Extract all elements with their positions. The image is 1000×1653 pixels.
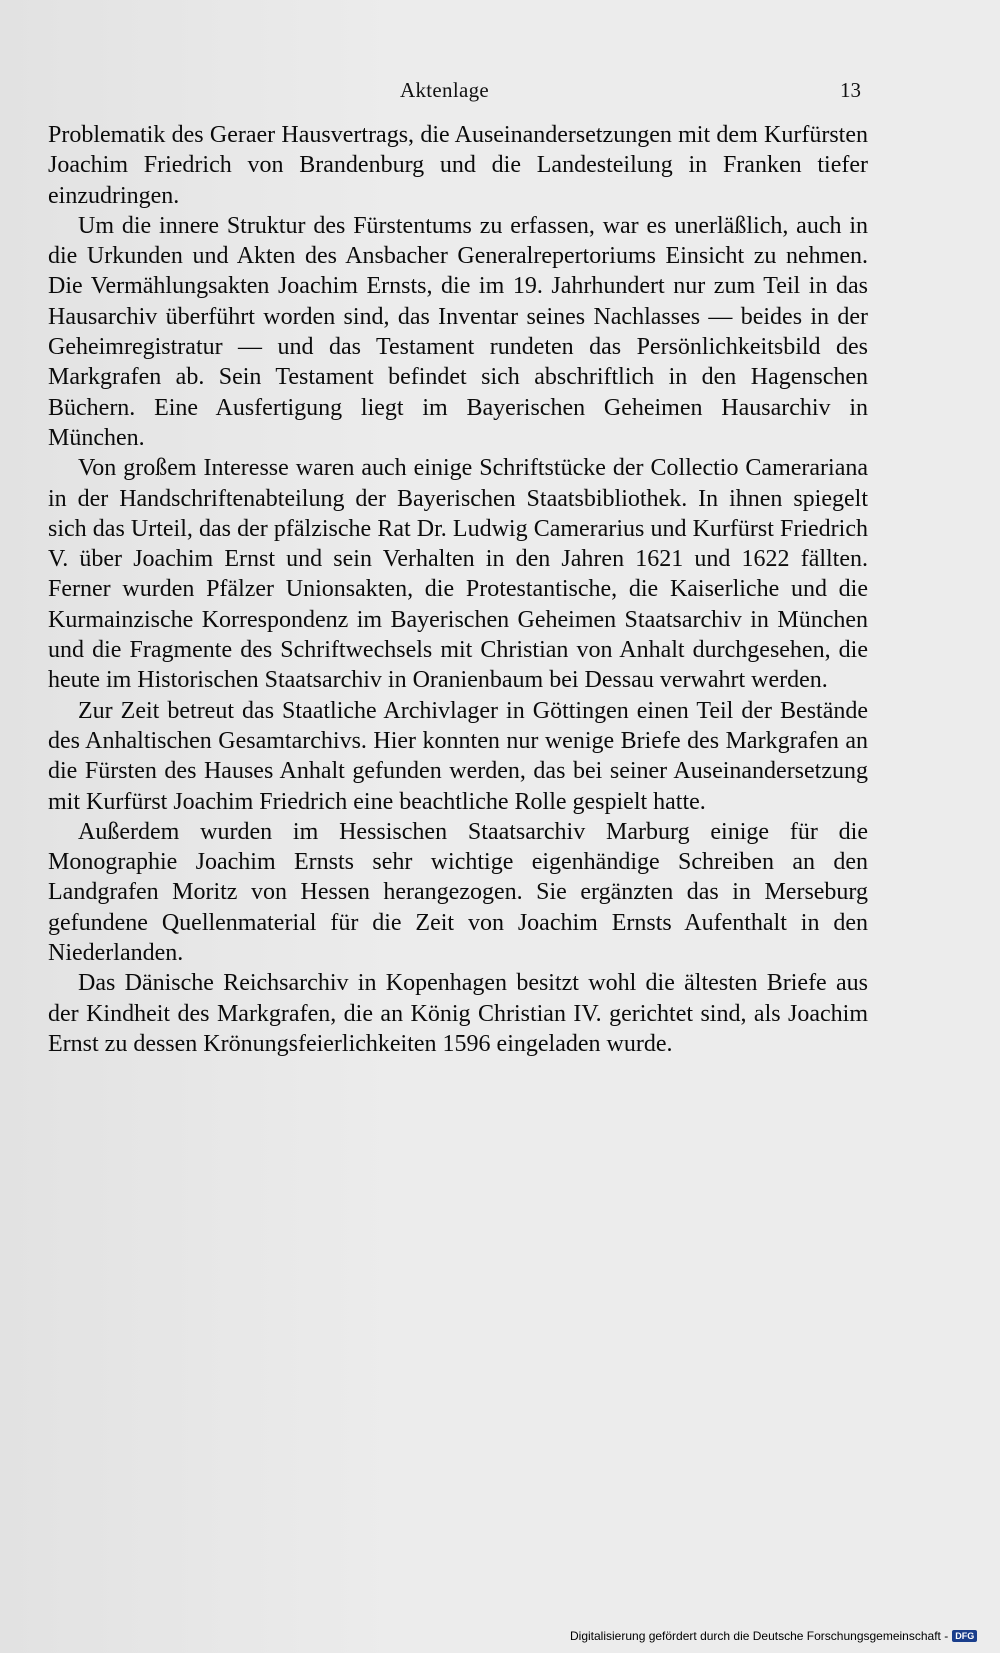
paragraph: Von großem Interesse waren auch einige Schriftstücke der Collectio Camerariana in der Handschriftenabteilung der Bayerischen Staatsbibliothek. In ihnen spiegelt sich das Urteil, das der pfälzische Rat Dr. Ludwig Camerarius und Kurfürst Friedrich V. über Joachim Ernst und sein Verhalten in den Jahren 1621 und 1622 fällten. Ferner wurden Pfälzer Unionsakten, die Protestantische, die Kaiserliche und die Kurmainzische Korrespondenz im Bayerischen Geheimen Staatsarchiv in München und die Fragmente des Schriftwechsels mit Christian von Anhalt durchgesehen, die heute im Historischen Staatsarchiv in Oranienbaum bei Dessau verwahrt werden. (48, 455, 868, 694)
body-text (48, 120, 868, 1059)
running-title: Aktenlage (400, 78, 489, 102)
paragraph: Um die innere Struktur des Fürstentums zu erfassen, war es unerläßlich, auch in die Urkunden und Akten des Ansbacher Generalrepertoriums Einsicht zu nehmen. Die Vermählungsakten Joachim Ernsts, die im 19. Jahrhundert nur zum Teil in das Hausarchiv überführt worden sind, das Inventar seines Nachlasses — beides in der Geheimregistratur — und das Testament rundeten das Persönlichkeitsbild des Markgrafen ab. Sein Testament befindet sich abschriftlich in den Hagenschen Büchern. Eine Ausfertigung liegt im Bayerischen Geheimen Hausarchiv in München. (48, 212, 868, 451)
paragraph: Zur Zeit betreut das Staatliche Archivlager in Göttingen einen Teil der Bestände des Anhaltischen Gesamtarchivs. Hier konnten nur wenige Briefe des Markgrafen an die Fürsten des Hauses Anhalt gefunden werden, das bei seiner Auseinandersetzung mit Kurfürst Joachim Friedrich eine beachtliche Rolle gespielt hatte. (48, 697, 868, 815)
paragraph: Das Dänische Reichsarchiv in Kopenhagen besitzt wohl die ältesten Briefe aus der Kindheit des Markgrafen, die an König Christian IV. gerichtet sind, als Joachim Ernst zu dessen Krönungsfeierlichkeiten 1596 eingeladen wurde. (48, 970, 868, 1057)
paragraph: Problematik des Geraer Hausvertrags, die Auseinandersetzungen mit dem Kurfürsten Joachim Friedrich von Brandenburg und die Landesteilung in Franken tiefer einzudringen. (48, 122, 868, 209)
running-header (0, 78, 1000, 104)
funding-note: Digitalisierung gefördert durch die Deutsche Forschungsgemeinschaft - (570, 1629, 949, 1643)
page-number: 13 (840, 78, 861, 102)
dfg-logo: DFG (952, 1630, 977, 1642)
digitization-footer (570, 1626, 977, 1646)
paragraph: Außerdem wurden im Hessischen Staatsarchiv Marburg einige für die Monographie Joachim Ernsts sehr wichtige eigenhändige Schreiben an den Landgrafen Moritz von Hessen herangezogen. Sie ergänzten das in Merseburg gefundene Quellenmaterial für die Zeit von Joachim Ernsts Aufenthalt in den Niederlanden. (48, 818, 868, 967)
